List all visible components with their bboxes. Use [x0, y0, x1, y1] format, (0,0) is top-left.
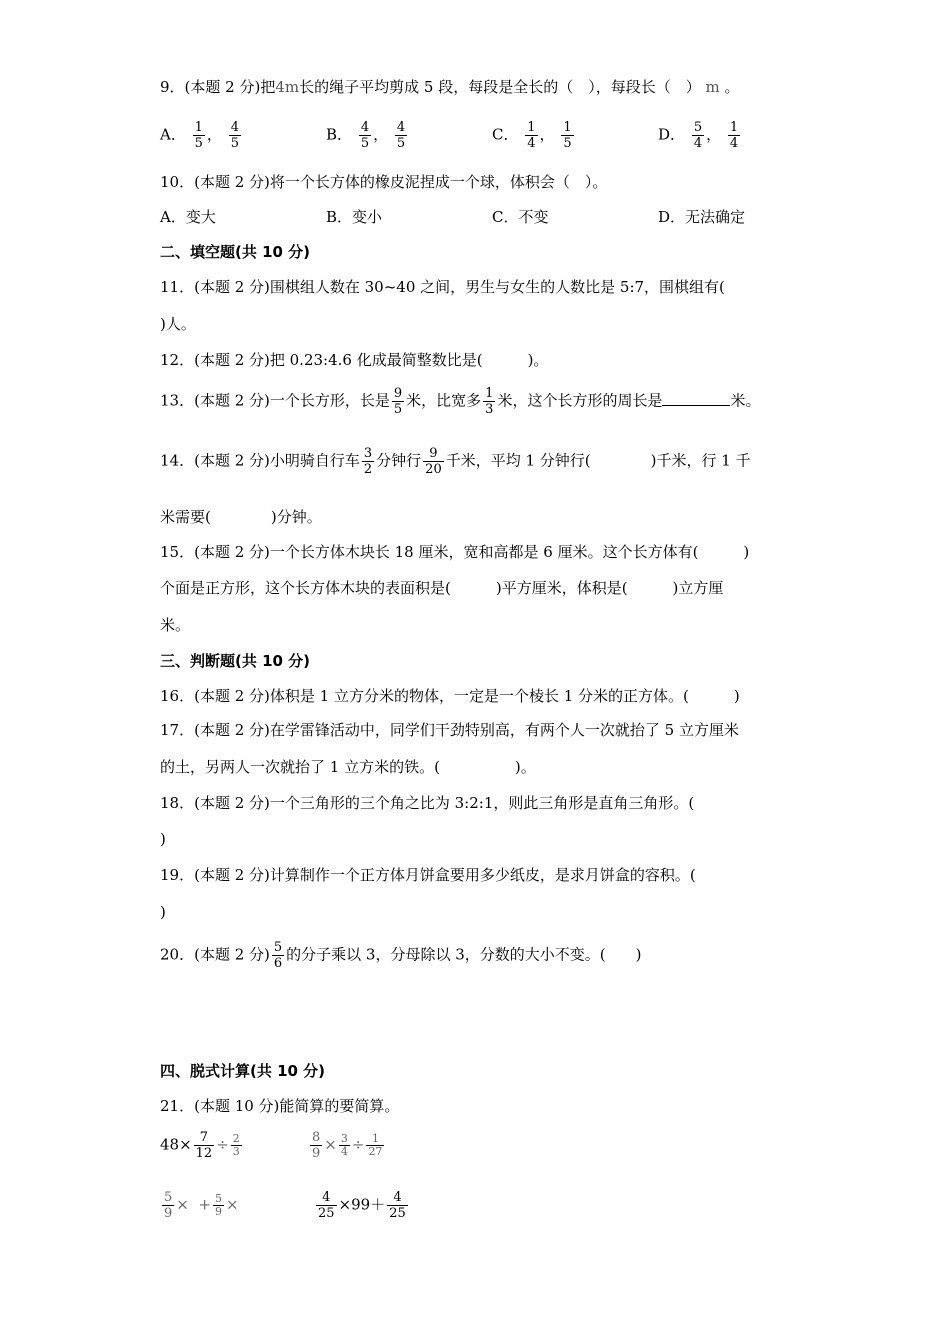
fraction — [525, 120, 537, 151]
denominator: 9 — [164, 1206, 173, 1221]
q13-text-post: 米，这个长方形的周长是 — [497, 391, 663, 410]
q13-text-mid: 米，比宽多 — [406, 391, 482, 410]
numerator: 4 — [230, 120, 239, 135]
numerator: 1 — [194, 120, 203, 135]
numerator: 5 — [164, 1190, 173, 1205]
fraction — [387, 1190, 408, 1221]
denominator: 20 — [425, 462, 442, 477]
q9-option-d[interactable] — [658, 120, 742, 151]
separator: ， — [206, 125, 222, 144]
denominator: 25 — [389, 1206, 406, 1221]
fraction — [359, 120, 371, 151]
fraction — [272, 940, 284, 971]
q14-text-pre: 14．(本题 2 分)小明骑自行车 — [160, 451, 360, 470]
option-label: A． — [160, 125, 186, 144]
q13-text-pre: 13．(本题 2 分)一个长方形，长是 — [160, 391, 390, 410]
numerator: 1 — [485, 386, 494, 401]
q10-option-b[interactable]: B．变小 — [326, 208, 383, 226]
numerator: 1 — [563, 120, 572, 135]
q9-option-b[interactable] — [326, 120, 409, 151]
denominator: 5 — [360, 136, 370, 151]
section-3-title: 三、判断题(共 10 分) — [160, 652, 311, 670]
option-label: D． — [658, 125, 686, 144]
times-sign: × — [225, 1195, 239, 1214]
question-13 — [160, 386, 760, 417]
option-label: C． — [492, 125, 519, 144]
q10-option-c[interactable]: C．不变 — [492, 208, 549, 226]
denominator: 5 — [393, 402, 403, 417]
numerator: 5 — [273, 940, 283, 955]
fraction — [231, 1133, 242, 1158]
q9-option-a[interactable] — [160, 120, 243, 151]
denominator: 6 — [273, 956, 283, 971]
numerator: 3 — [340, 1132, 348, 1145]
denominator: 4 — [729, 136, 739, 151]
fraction — [194, 1130, 215, 1161]
expr4-mid: ×99＋ — [338, 1195, 386, 1214]
numerator: 3 — [363, 446, 373, 461]
times-sign: × — [176, 1195, 189, 1214]
question-18-line2: ) — [160, 830, 166, 848]
q14-text-mid: 分钟行 — [376, 451, 422, 470]
denominator: 5 — [230, 136, 239, 151]
q14-text-post: 千米，平均 1 分钟行( )千米，行 1 千 — [445, 451, 751, 470]
expression-3 — [160, 1190, 239, 1221]
question-15-line3: 米。 — [160, 616, 191, 634]
fraction — [692, 120, 704, 151]
separator: ， — [539, 125, 555, 144]
denominator: 27 — [368, 1145, 383, 1158]
separator: ， — [373, 125, 389, 144]
divide-sign: ÷ — [216, 1135, 229, 1154]
fraction — [728, 120, 740, 151]
denominator: 2 — [363, 462, 373, 477]
numerator: 1 — [371, 1132, 379, 1145]
numerator: 5 — [214, 1192, 222, 1205]
expression-1 — [160, 1130, 244, 1161]
denominator: 3 — [232, 1145, 240, 1158]
fraction — [229, 120, 241, 151]
q10-option-d[interactable]: D．无法确定 — [658, 208, 746, 226]
denominator: 12 — [195, 1146, 213, 1161]
denominator: 5 — [563, 136, 572, 151]
q20-text-post: 的分子乘以 3，分母除以 3，分数的大小不变。( ) — [286, 945, 642, 964]
question-14-line2: 米需要( )分钟。 — [160, 508, 322, 526]
section-4-title: 四、脱式计算(共 10 分) — [160, 1062, 326, 1080]
q20-text-pre: 20．(本题 2 分) — [160, 945, 270, 964]
question-10: 10．(本题 2 分)将一个长方体的橡皮泥捏成一个球，体积会（ ）。 — [160, 173, 608, 191]
fraction — [362, 446, 374, 477]
fraction — [193, 120, 205, 151]
q9-text-pre: 9．(本题 2 分)把 — [160, 78, 276, 96]
question-12: 12．(本题 2 分)把 0.23:4.6 化成最简整数比是( )。 — [160, 351, 549, 369]
numerator: 8 — [312, 1130, 321, 1145]
question-16: 16．(本题 2 分)体积是 1 立方分米的物体，一定是一个棱长 1 分米的正方体。( ) — [160, 687, 740, 705]
question-15-line2: 个面是正方形，这个长方体木块的表面积是( )平方厘米，体积是( )立方厘 — [160, 579, 724, 597]
numerator: 1 — [527, 120, 536, 135]
expression-2 — [308, 1130, 386, 1161]
numerator: 1 — [729, 120, 739, 135]
fraction — [366, 1133, 384, 1158]
numerator: 5 — [693, 120, 703, 135]
fraction — [316, 1190, 337, 1221]
numerator: 2 — [232, 1132, 240, 1145]
fraction — [561, 120, 573, 151]
question-18-line1: 18．(本题 2 分)一个三角形的三个角之比为 3:2:1，则此三角形是直角三角形。( — [160, 794, 695, 812]
separator: ， — [706, 125, 722, 144]
fraction — [339, 1133, 350, 1158]
denominator: 4 — [693, 136, 703, 151]
question-21: 21．(本题 10 分)能简算的要简算。 — [160, 1097, 400, 1115]
question-17-line1: 17．(本题 2 分)在学雷锋活动中，同学们干劲特别高，有两个人一次就抬了 5 立方厘米 — [160, 721, 739, 739]
question-9 — [160, 77, 740, 97]
fraction — [423, 446, 444, 477]
plus-sign: + — [198, 1195, 211, 1214]
denominator: 9 — [214, 1205, 222, 1218]
question-14-line1 — [160, 446, 751, 477]
question-20 — [160, 940, 642, 971]
denominator: 4 — [340, 1145, 348, 1158]
numerator: 4 — [396, 120, 406, 135]
question-19-line2: ) — [160, 903, 166, 921]
q9-end: 。 — [724, 78, 740, 96]
expr1-pre: 48× — [160, 1135, 192, 1154]
denominator: 3 — [485, 402, 494, 417]
section-2-title: 二、填空题(共 10 分) — [160, 243, 311, 261]
numerator: 4 — [322, 1190, 331, 1205]
times-sign: × — [324, 1135, 337, 1154]
fraction — [395, 120, 407, 151]
q10-option-a[interactable]: A．变大 — [160, 208, 216, 226]
option-label: B． — [326, 125, 353, 144]
fraction — [483, 386, 495, 417]
denominator: 4 — [527, 136, 536, 151]
fraction — [162, 1190, 174, 1221]
answer-blank[interactable] — [662, 391, 730, 406]
q9-length: 4m — [275, 78, 300, 96]
fraction — [213, 1193, 224, 1218]
q9-unit: m — [705, 78, 720, 96]
denominator: 25 — [318, 1206, 335, 1221]
question-17-line2: 的土，另两人一次就抬了 1 立方米的铁。( )。 — [160, 758, 536, 776]
numerator: 4 — [360, 120, 370, 135]
q9-option-c[interactable] — [492, 120, 576, 151]
expression-4 — [314, 1190, 410, 1221]
question-11-line1: 11．(本题 2 分)围棋组人数在 30~40 之间，男生与女生的人数比是 5:7，围棋组有( — [160, 278, 725, 296]
divide-sign: ÷ — [351, 1135, 365, 1154]
question-11-line2: )人。 — [160, 315, 196, 333]
q9-text-mid: 长的绳子平均剪成 5 段，每段是全长的（ ），每段长（ ） — [299, 78, 701, 96]
denominator: 5 — [396, 136, 406, 151]
denominator: 9 — [312, 1146, 321, 1161]
q13-end: 米。 — [730, 391, 761, 410]
fraction — [392, 386, 404, 417]
numerator: 4 — [393, 1190, 402, 1205]
fraction — [310, 1130, 322, 1161]
question-15-line1: 15．(本题 2 分)一个长方体木块长 18 厘米，宽和高都是 6 厘米。这个长方体有( ) — [160, 543, 750, 561]
question-19-line1: 19．(本题 2 分)计算制作一个正方体月饼盒要用多少纸皮，是求月饼盒的容积。( — [160, 866, 696, 884]
numerator: 9 — [393, 386, 403, 401]
numerator: 7 — [199, 1130, 209, 1145]
denominator: 5 — [194, 136, 203, 151]
numerator: 9 — [429, 446, 438, 461]
